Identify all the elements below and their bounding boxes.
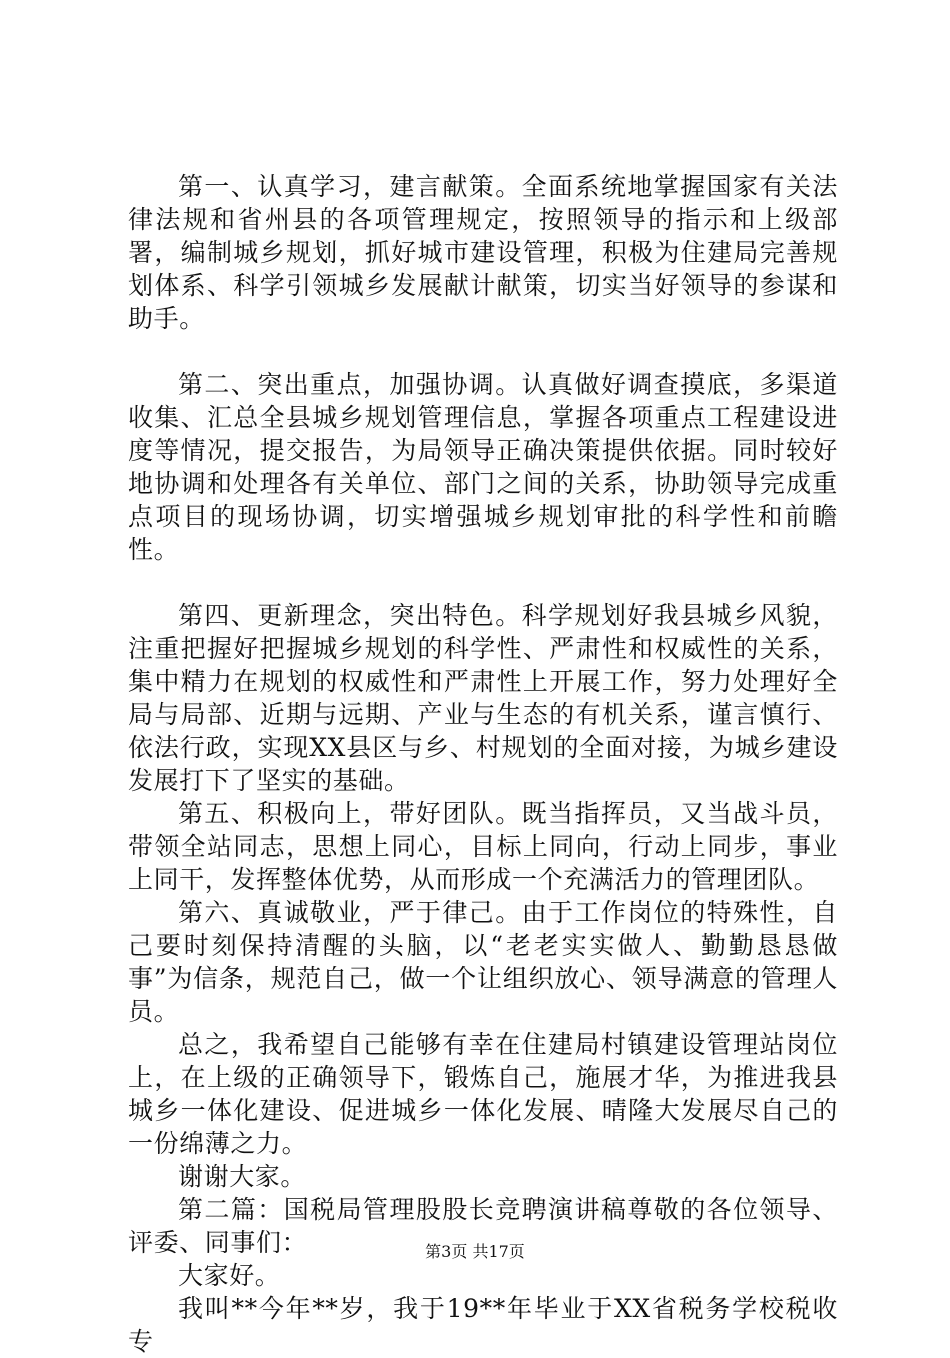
- paragraph-dedication: 第六、真诚敬业，严于律己。由于工作岗位的特殊性，自己要时刻保持清醒的头脑，以“老老实实做人、勤勤恳恳做事”为信条，规范自己，做一个让组织放心、领导满意的管理人员。: [128, 898, 838, 1026]
- paragraph-second-speech-title: 第二篇：国税局管理股股长竞聘演讲稿尊敬的各位领导、评委、同事们：: [128, 1195, 838, 1257]
- paragraph-self-introduction: 我叫**今年**岁，我于19**年毕业于XX省税务学校税收专: [128, 1294, 838, 1356]
- paragraph-coordination: 第二、突出重点，加强协调。认真做好调查摸底，多渠道收集、汇总全县城乡规划管理信息，掌握各项重点工程建设进度等情况，提交报告，为局领导正确决策提供依据。同时较好地协调和处理各有关单位、部门之间的关系，协助领导完成重点项目的现场协调，切实增强城乡规划审批的科学性和前瞻性。: [128, 370, 838, 564]
- paragraph-team-leading: 第五、积极向上，带好团队。既当指挥员，又当战斗员，带领全站同志，思想上同心，目标上同向，行动上同步，事业上同干，发挥整体优势，从而形成一个充满活力的管理团队。: [128, 799, 838, 894]
- paragraph-conclusion: 总之，我希望自己能够有幸在住建局村镇建设管理站岗位上，在上级的正确领导下，锻炼自己，施展才华，为推进我县城乡一体化建设、促进城乡一体化发展、晴隆大发展尽自己的一份绵薄之力。: [128, 1030, 838, 1158]
- document-body: [128, 170, 838, 1358]
- page-number-footer: 第3页 共17页: [425, 1242, 525, 1261]
- paragraph-new-concepts: 第四、更新理念，突出特色。科学规划好我县城乡风貌，注重把握好把握城乡规划的科学性、严肃性和权威性的关系，集中精力在规划的权威性和严肃性上开展工作，努力处理好全局与局部、近期与远期、产业与生态的有机关系，谨言慎行、依法行政，实现XX县区与乡、村规划的全面对接，为城乡建设发展打下了坚实的基础。: [128, 601, 838, 795]
- paragraph-greeting: 大家好。: [178, 1261, 281, 1290]
- paragraph-thanks: 谢谢大家。: [178, 1162, 307, 1191]
- paragraph-study-advise: 第一、认真学习，建言献策。全面系统地掌握国家有关法律法规和省州县的各项管理规定，按照领导的指示和上级部署，编制城乡规划，抓好城市建设管理，积极为住建局完善规划体系、科学引领城乡发展献计献策，切实当好领导的参谋和助手。: [128, 172, 838, 333]
